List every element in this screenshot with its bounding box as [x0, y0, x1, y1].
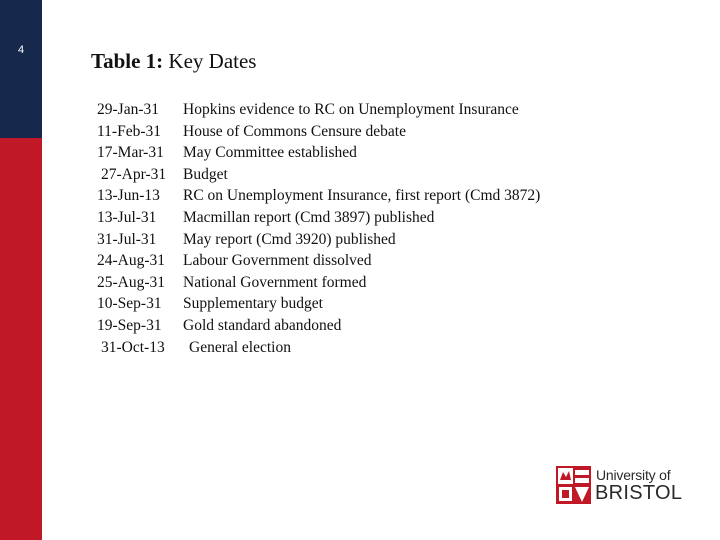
date-cell: 27-Apr-31 — [101, 165, 167, 183]
list-item — [97, 121, 657, 143]
event-cell: General election — [189, 338, 291, 356]
date-cell: 13-Jul-31 — [97, 208, 157, 226]
event-cell: May Committee established — [183, 144, 357, 162]
list-item — [97, 272, 657, 294]
date-cell: 25-Aug-31 — [97, 273, 166, 291]
event-cell: Macmillan report (Cmd 3897) published — [183, 208, 435, 226]
page-title — [91, 49, 256, 74]
list-item — [97, 99, 657, 121]
list-item — [97, 315, 657, 337]
list-item — [97, 142, 657, 164]
date-cell: 10-Sep-31 — [97, 295, 162, 313]
logo-line2: BRISTOL — [595, 482, 683, 504]
event-cell: Labour Government dissolved — [183, 252, 372, 270]
event-cell: Supplementary budget — [183, 295, 323, 313]
date-cell: 19-Sep-31 — [97, 316, 162, 334]
date-cell: 13-Jun-13 — [97, 187, 160, 205]
list-item — [97, 229, 657, 251]
bristol-crest-icon — [556, 466, 591, 504]
key-dates-list — [97, 99, 657, 358]
list-item — [97, 185, 657, 207]
event-cell: Hopkins evidence to RC on Unemployment Insurance — [183, 101, 519, 118]
date-cell: 31-Jul-31 — [97, 230, 157, 248]
title-label: Table 1: — [91, 49, 164, 73]
sidebar-top-block — [0, 0, 42, 138]
university-logo — [556, 465, 686, 505]
list-item — [97, 293, 657, 315]
date-cell: 29-Jan-31 — [97, 101, 159, 118]
event-cell: Budget — [183, 165, 228, 183]
list-item — [97, 164, 657, 186]
date-cell: 31-Oct-13 — [101, 338, 165, 356]
date-cell: 11-Feb-31 — [97, 122, 161, 140]
event-cell: House of Commons Censure debate — [183, 122, 406, 140]
event-cell: National Government formed — [183, 273, 367, 291]
list-item — [97, 337, 657, 359]
event-cell: May report (Cmd 3920) published — [183, 230, 396, 248]
sidebar-bar — [0, 0, 42, 540]
title-text: Key Dates — [163, 49, 257, 73]
list-item — [97, 250, 657, 272]
logo-line1: University of — [596, 467, 671, 483]
date-cell: 17-Mar-31 — [97, 144, 164, 162]
event-cell: RC on Unemployment Insurance, first report (Cmd 3872) — [183, 187, 541, 205]
slide-number: 4 — [17, 44, 25, 56]
date-cell: 24-Aug-31 — [97, 252, 166, 270]
list-item — [97, 207, 657, 229]
event-cell: Gold standard abandoned — [183, 316, 342, 334]
